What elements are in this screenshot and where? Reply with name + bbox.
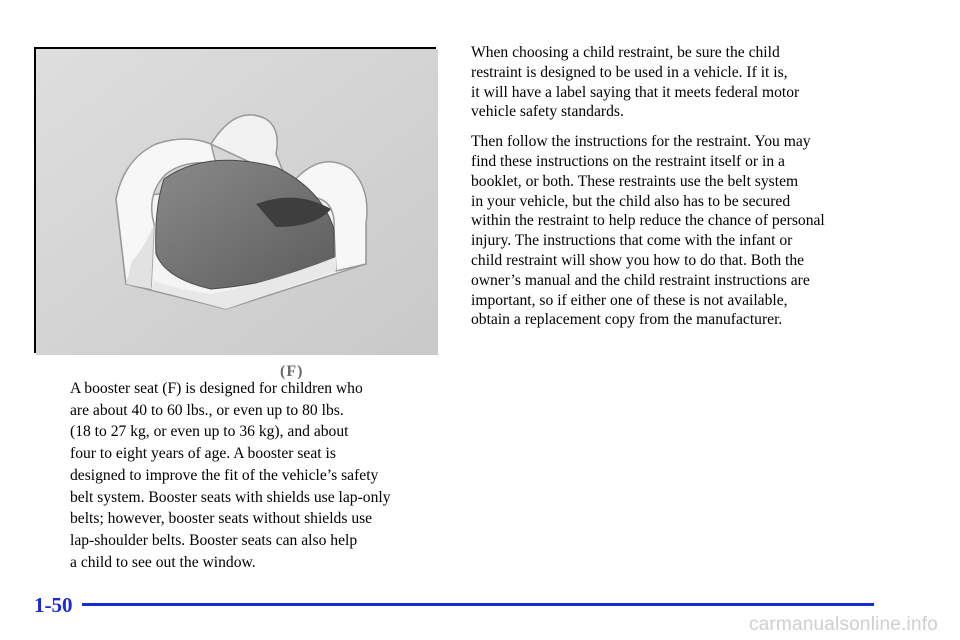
text-line: lap-shoulder belts. Booster seats can also help	[70, 531, 358, 549]
text-line: a child to see out the window.	[70, 553, 256, 571]
text-line: owner’s manual and the child restraint instructions are	[471, 271, 810, 289]
text-line: in your vehicle, but the child also has to be secured	[471, 192, 791, 210]
paragraph-gap	[471, 122, 881, 132]
text-line: Then follow the instructions for the restraint. You may	[471, 133, 811, 151]
text-line: four to eight years of age. A booster seat is	[70, 445, 336, 463]
text-line: designed to improve the fit of the vehicle’s safety	[70, 466, 379, 484]
page-number: 1-50	[34, 593, 73, 617]
right-column-text	[471, 43, 881, 330]
figure-label: (F)	[280, 363, 304, 380]
footer-rule	[82, 603, 874, 606]
text-line: vehicle safety standards.	[471, 103, 624, 121]
text-line: important, so if either one of these is not available,	[471, 291, 788, 309]
left-column-text	[70, 378, 450, 573]
text-line: When choosing a child restraint, be sure the child	[471, 44, 780, 61]
text-line: within the restraint to help reduce the chance of personal	[471, 212, 825, 230]
booster-seat-drawing	[36, 49, 438, 355]
text-line: belt system. Booster seats with shields use lap-only	[70, 488, 391, 506]
paragraph-instructions	[471, 132, 881, 330]
text-line: are about 40 to 60 lbs., or even up to 80 lbs.	[70, 401, 344, 419]
text-line: (18 to 27 kg, or even up to 36 kg), and about	[70, 423, 349, 441]
text-line: find these instructions on the restraint itself or in a	[471, 152, 785, 170]
text-line: child restraint will show you how to do that. Both the	[471, 251, 805, 269]
watermark[interactable]: carmanualsonline.info	[748, 614, 938, 635]
booster-seat-illustration	[34, 47, 436, 380]
text-line: restraint is designed to be used in a vehicle. If it is,	[471, 63, 788, 81]
text-line: booklet, or both. These restraints use the belt system	[471, 172, 799, 190]
paragraph-choosing-restraint	[471, 43, 881, 122]
text-line: it will have a label saying that it meets federal motor	[471, 83, 800, 101]
text-line: obtain a replacement copy from the manufacturer.	[471, 311, 783, 329]
text-line: A booster seat (F) is designed for children who	[70, 380, 363, 397]
text-line: injury. The instructions that come with the infant or	[471, 232, 793, 250]
text-line: belts; however, booster seats without shields use	[70, 510, 373, 528]
